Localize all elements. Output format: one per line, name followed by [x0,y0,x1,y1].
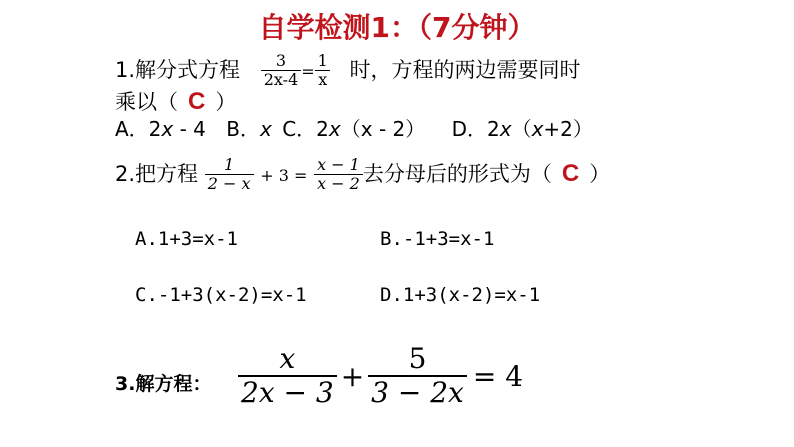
q1-line2-open: 乘以（ [115,90,178,114]
q2-option-b: B.-1+3=x-1 [380,228,495,250]
q1-option-b-var: x [260,117,272,141]
q1-option-c-rest: （x - 2） [340,117,426,141]
q1-option-d-label: D．2 [451,117,500,141]
q2-option-d: D.1+3(x-2)=x-1 [380,284,541,306]
q1-frac-left-den: 2x-4 [261,70,302,89]
q3-frac1-den: 2x − 3 [238,375,337,409]
q3-rhs: = 4 [472,359,524,393]
q1-option-d-var: x [499,117,512,141]
q2-suffix: 去分母后的形式为（ [362,161,552,186]
q3-frac2-num: 5 [408,342,427,375]
q1-answer: C [188,88,206,115]
q2-frac2-den: x − 2 [314,174,363,193]
q1-prefix: 1.解分式方程 [115,57,241,82]
q1-option-d-open: （ [511,117,532,141]
page-title: 自学检测1：（7分钟） [258,11,536,44]
question-2 [115,156,610,194]
q1-frac-right-den: x [315,70,330,89]
q1-options [115,113,593,142]
q2-answer: C [561,159,580,187]
q1-line2 [115,86,236,116]
question-1 [115,52,581,90]
q3-label: 3.解方程： [115,373,212,395]
q1-fraction-left [261,52,302,90]
q1-option-d-rest: +2） [543,117,593,141]
q1-option-c-var: x [328,117,341,141]
q1-option-c [282,117,425,141]
q2-prefix: 2.把方程 [115,161,199,186]
q2-frac1-num: 1 [224,155,235,174]
q1-frac-left-num: 3 [275,51,287,70]
q2-fraction-1 [205,156,254,194]
q1-option-b-label: B． [226,117,260,141]
q1-option-d [452,117,593,141]
q1-option-a [115,117,206,141]
q2-frac1-den: 2 − x [205,174,254,193]
q2-close: ） [589,161,611,186]
q1-fraction-right [315,52,331,90]
q2-option-c: C.-1+3(x-2)=x-1 [135,284,307,306]
q1-option-d-var2: x [531,117,544,141]
q3-frac2-den: 3 − 2x [368,375,467,409]
q2-frac2-num: x − 1 [317,155,360,174]
q1-option-a-var: x [161,117,174,141]
q2-plus-equals: + 3 = [260,165,308,185]
q1-option-c-label: C．2 [282,117,329,141]
q3-frac1-num: x [279,342,296,375]
q1-line2-close: ） [215,90,237,114]
q1-option-a-rest: - 4 [173,117,206,141]
q2-option-a: A.1+3=x-1 [135,228,238,250]
q1-option-a-label: A．2 [115,117,162,141]
q3-fraction-1 [238,343,337,409]
q1-frac-right-num: 1 [317,51,328,70]
q3-plus: + [340,359,365,393]
q1-suffix: 时，方程的两边需要同时 [349,57,581,82]
q2-fraction-2 [314,156,363,194]
q1-option-b [226,117,272,141]
q3-equation [238,343,523,409]
q1-equals: = [301,61,315,81]
q3-fraction-2 [368,343,467,409]
